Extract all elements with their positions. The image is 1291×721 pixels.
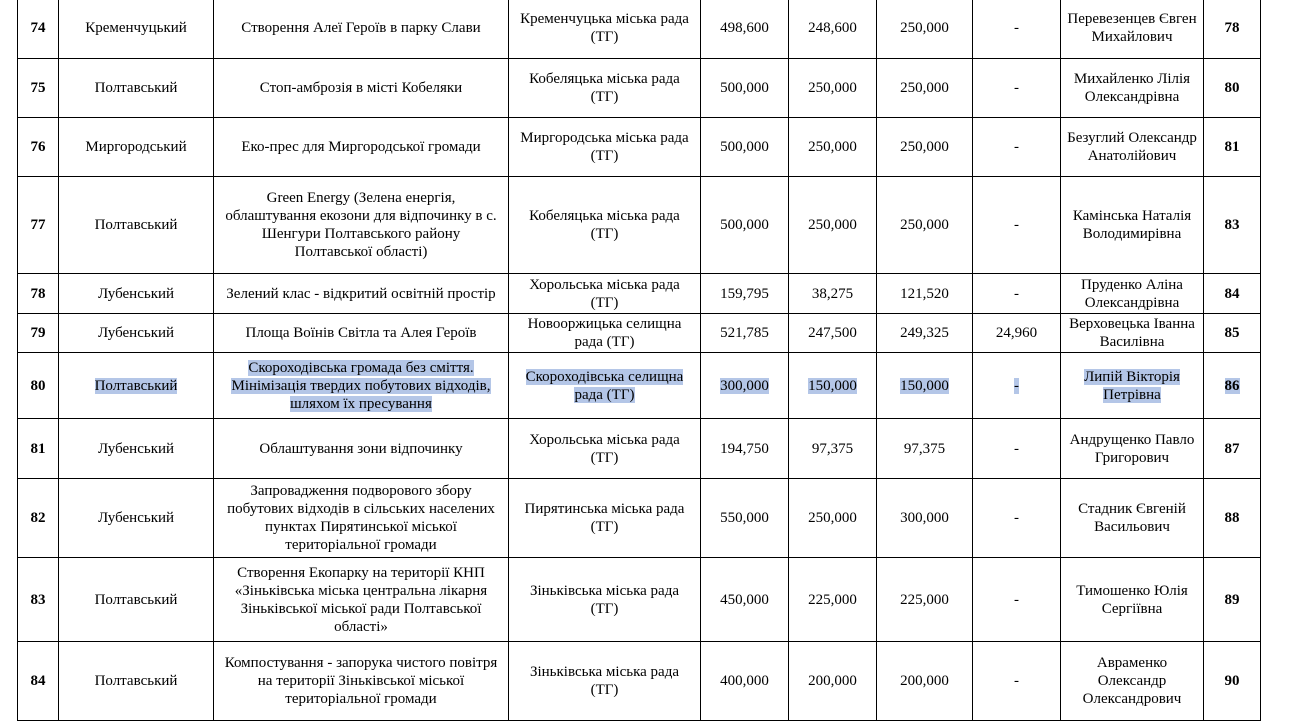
project-title-line: Створення Екопарку на території КНП	[237, 564, 485, 581]
district-text: Полтавський	[94, 673, 178, 689]
rank-number-text: 84	[1224, 285, 1240, 302]
rank-number	[1204, 59, 1261, 118]
rank-number	[1204, 479, 1261, 558]
row-number	[18, 419, 59, 479]
applicant	[509, 353, 701, 419]
total-amount-text: 400,000	[720, 673, 769, 689]
grant-amount-text: 250,000	[808, 139, 857, 155]
row-number-text: 80	[30, 377, 46, 394]
applicant-line: Хорольська міська рада	[529, 276, 680, 293]
project-title-line: Полтавської області)	[294, 244, 428, 260]
cofinancing-amount-text: 249,325	[900, 325, 949, 341]
cofinancing-amount	[877, 642, 973, 721]
row-number	[18, 274, 59, 314]
table-row	[18, 59, 1261, 118]
project-title-line: Еко-прес для Миргородської громади	[241, 139, 481, 155]
responsible-person	[1061, 177, 1204, 274]
project-title-line: Green Energy (Зелена енергія,	[266, 190, 456, 206]
district-text: Лубенський	[97, 285, 175, 302]
rank-number	[1204, 314, 1261, 353]
project-title-line: Зіньківської міської ради Полтавської	[240, 600, 482, 617]
total-amount	[701, 118, 789, 177]
other-amount	[973, 558, 1061, 642]
rank-number-text: 81	[1224, 139, 1240, 155]
grant-amount-text: 38,275	[811, 285, 854, 302]
district	[59, 419, 214, 479]
cofinancing-amount-text: 250,000	[900, 80, 949, 96]
project-title	[214, 274, 509, 314]
project-title	[214, 642, 509, 721]
responsible-person	[1061, 419, 1204, 479]
responsible-person-line: Олександр	[1097, 673, 1167, 689]
cofinancing-amount	[877, 419, 973, 479]
responsible-person	[1061, 0, 1204, 59]
district	[59, 353, 214, 419]
cofinancing-amount-text: 300,000	[900, 510, 949, 526]
rank-number-text: 89	[1224, 591, 1240, 608]
total-amount	[701, 0, 789, 59]
responsible-person-line: Васильович	[1094, 519, 1170, 535]
responsible-person-line: Липій Вікторія	[1084, 368, 1180, 385]
cofinancing-amount	[877, 558, 973, 642]
total-amount-text: 300,000	[720, 377, 769, 394]
project-title	[214, 419, 509, 479]
responsible-person-line: Андрущенко Павло	[1069, 431, 1195, 448]
grant-amount	[789, 642, 877, 721]
district-text: Полтавський	[94, 217, 178, 233]
table-row	[18, 177, 1261, 274]
responsible-person-line: Олександрівна	[1084, 89, 1180, 105]
applicant	[509, 0, 701, 59]
district	[59, 642, 214, 721]
responsible-person	[1061, 479, 1204, 558]
district	[59, 177, 214, 274]
rank-number-text: 86	[1224, 377, 1240, 394]
applicant-line: (ТГ)	[590, 449, 619, 466]
other-amount-text: 24,960	[995, 325, 1038, 341]
row-number-text: 77	[30, 217, 46, 233]
cofinancing-amount	[877, 353, 973, 419]
responsible-person-line: Сергіївна	[1101, 600, 1163, 617]
row-number-text: 79	[30, 325, 46, 341]
applicant-line: рада (ТГ)	[574, 386, 635, 403]
applicant-line: Миргородська міська рада	[520, 130, 689, 146]
rank-number	[1204, 642, 1261, 721]
rank-number-text: 90	[1224, 673, 1240, 689]
grant-amount	[789, 479, 877, 558]
rank-number	[1204, 274, 1261, 314]
total-amount-text: 500,000	[720, 139, 769, 155]
responsible-person-line: Анатолійович	[1087, 148, 1177, 164]
project-title-line: на території Зіньківської міської	[257, 673, 465, 689]
cofinancing-amount	[877, 274, 973, 314]
other-amount	[973, 419, 1061, 479]
project-title-line: Стоп-амброзія в місті Кобеляки	[259, 80, 463, 96]
responsible-person-line: Василівна	[1099, 334, 1165, 350]
row-number-text: 76	[30, 139, 46, 155]
project-title-line: «Зіньківська міська центральна лікарня	[234, 582, 488, 599]
other-amount	[973, 642, 1061, 721]
project-title-line: Скороходівська громада без сміття.	[248, 359, 474, 376]
applicant-line: Кобеляцька міська рада	[529, 208, 680, 224]
applicant-line: (ТГ)	[590, 148, 619, 164]
project-title	[214, 479, 509, 558]
grant-amount	[789, 419, 877, 479]
applicant-line: Кобеляцька міська рада	[529, 71, 680, 87]
row-number	[18, 558, 59, 642]
responsible-person-line: Пруденко Аліна	[1081, 276, 1183, 293]
other-amount-text: -	[1014, 19, 1019, 36]
district-text: Лубенський	[97, 325, 175, 341]
project-title	[214, 314, 509, 353]
cofinancing-amount	[877, 479, 973, 558]
responsible-person-line: Авраменко	[1096, 655, 1168, 671]
rank-number	[1204, 177, 1261, 274]
responsible-person-line: Михайленко Лілія	[1073, 71, 1191, 87]
grant-amount	[789, 177, 877, 274]
row-number	[18, 642, 59, 721]
district-text: Полтавський	[94, 591, 178, 608]
applicant	[509, 274, 701, 314]
row-number-text: 75	[30, 80, 46, 96]
district	[59, 558, 214, 642]
total-amount-text: 500,000	[720, 80, 769, 96]
applicant-line: (ТГ)	[590, 294, 619, 311]
table-row	[18, 642, 1261, 721]
cofinancing-amount-text: 97,375	[903, 440, 946, 457]
applicant-line: Новооржицька селищна	[527, 316, 682, 332]
total-amount	[701, 353, 789, 419]
other-amount-text: -	[1014, 510, 1019, 526]
project-title-line: Зелений клас - відкритий освітній простір	[226, 285, 496, 302]
other-amount-text: -	[1014, 139, 1019, 155]
total-amount-text: 194,750	[720, 440, 769, 457]
district	[59, 314, 214, 353]
row-number-text: 82	[30, 510, 46, 526]
rank-number	[1204, 0, 1261, 59]
responsible-person-line: Камінська Наталія	[1072, 208, 1192, 224]
row-number	[18, 177, 59, 274]
cofinancing-amount	[877, 118, 973, 177]
total-amount-text: 450,000	[720, 591, 769, 608]
grant-amount-text: 225,000	[808, 591, 857, 608]
project-title-line: облаштування екозони для відпочинку в с.	[225, 208, 497, 224]
grant-amount-text: 250,000	[808, 80, 857, 96]
responsible-person-line: Володимирівна	[1082, 226, 1182, 242]
total-amount-text: 498,600	[720, 19, 769, 36]
row-number-text: 81	[30, 440, 46, 457]
applicant	[509, 118, 701, 177]
responsible-person	[1061, 353, 1204, 419]
project-title-line: Шенгури Полтавського району	[261, 226, 461, 242]
project-title-line: Мінімізація твердих побутових відходів,	[231, 377, 491, 394]
applicant-line: Кременчуцька міська рада	[520, 10, 689, 27]
total-amount	[701, 177, 789, 274]
row-number-text: 84	[30, 673, 46, 689]
table-row	[18, 479, 1261, 558]
project-title-line: Створення Алеї Героїв в парку Слави	[241, 19, 481, 36]
row-number	[18, 118, 59, 177]
other-amount-text: -	[1014, 440, 1019, 457]
applicant-line: Зіньківська міська рада	[529, 582, 680, 599]
total-amount-text: 500,000	[720, 217, 769, 233]
district	[59, 479, 214, 558]
cofinancing-amount	[877, 314, 973, 353]
project-title	[214, 177, 509, 274]
district-text: Лубенський	[97, 440, 175, 457]
applicant	[509, 177, 701, 274]
row-number-text: 74	[30, 19, 46, 36]
grant-amount	[789, 274, 877, 314]
total-amount	[701, 314, 789, 353]
other-amount-text: -	[1014, 673, 1019, 689]
project-title-line: області»	[334, 618, 388, 635]
other-amount	[973, 479, 1061, 558]
applicant-line: (ТГ)	[590, 226, 619, 242]
other-amount-text: -	[1014, 591, 1019, 608]
grant-amount	[789, 118, 877, 177]
cofinancing-amount	[877, 177, 973, 274]
applicant-line: Зіньківська міська рада	[529, 664, 680, 680]
other-amount-text: -	[1014, 285, 1019, 302]
other-amount	[973, 274, 1061, 314]
rank-number-text: 80	[1224, 80, 1240, 96]
total-amount	[701, 642, 789, 721]
other-amount-text: -	[1014, 217, 1019, 233]
district-text: Полтавський	[94, 80, 178, 96]
row-number	[18, 0, 59, 59]
row-number	[18, 59, 59, 118]
responsible-person	[1061, 314, 1204, 353]
project-title-line: Площа Воїнів Світла та Алея Героїв	[245, 325, 477, 341]
responsible-person-line: Григорович	[1094, 449, 1170, 466]
other-amount	[973, 0, 1061, 59]
cofinancing-amount	[877, 59, 973, 118]
table-row	[18, 419, 1261, 479]
row-number-text: 83	[30, 591, 46, 608]
applicant	[509, 59, 701, 118]
applicant-line: (ТГ)	[590, 600, 619, 617]
grant-amount	[789, 353, 877, 419]
responsible-person-line: Олександрівна	[1084, 294, 1180, 311]
project-title-line: територіальної громади	[285, 537, 437, 553]
cofinancing-amount-text: 250,000	[900, 217, 949, 233]
district	[59, 59, 214, 118]
rank-number	[1204, 118, 1261, 177]
total-amount	[701, 479, 789, 558]
project-title-line: Облаштування зони відпочинку	[259, 440, 463, 457]
applicant	[509, 642, 701, 721]
grant-amount	[789, 558, 877, 642]
table-row	[18, 274, 1261, 314]
applicant	[509, 314, 701, 353]
total-amount-text: 550,000	[720, 510, 769, 526]
applicant-line: (ТГ)	[590, 519, 619, 535]
table-row	[18, 314, 1261, 353]
total-amount	[701, 419, 789, 479]
total-amount	[701, 59, 789, 118]
grant-amount-text: 250,000	[808, 217, 857, 233]
responsible-person-line: Тимошенко Юлія	[1076, 582, 1188, 599]
rank-number	[1204, 419, 1261, 479]
other-amount	[973, 118, 1061, 177]
rank-number	[1204, 558, 1261, 642]
table-body	[18, 0, 1261, 721]
rank-number	[1204, 353, 1261, 419]
project-title-line: Компостування - запорука чистого повітря	[224, 655, 498, 671]
grant-amount-text: 247,500	[808, 325, 857, 341]
responsible-person-line: Петрівна	[1103, 386, 1161, 403]
project-title-line: шляхом їх пресування	[290, 395, 432, 412]
other-amount	[973, 353, 1061, 419]
cofinancing-amount-text: 200,000	[900, 673, 949, 689]
cofinancing-amount	[877, 0, 973, 59]
grant-amount	[789, 59, 877, 118]
table-row	[18, 353, 1261, 419]
applicant-line: (ТГ)	[590, 89, 619, 105]
project-title	[214, 118, 509, 177]
table-row	[18, 118, 1261, 177]
other-amount	[973, 177, 1061, 274]
district-text: Миргородський	[85, 139, 187, 155]
row-number-text: 78	[30, 285, 46, 302]
grant-amount-text: 200,000	[808, 673, 857, 689]
project-title-line: Запровадження подворового збору	[250, 483, 472, 499]
responsible-person	[1061, 558, 1204, 642]
district	[59, 0, 214, 59]
cofinancing-amount-text: 250,000	[900, 19, 949, 36]
table-row	[18, 558, 1261, 642]
applicant-line: рада (ТГ)	[574, 334, 635, 350]
district-text: Кременчуцький	[85, 19, 187, 36]
responsible-person-line: Перевезенцев Євген	[1067, 10, 1197, 27]
project-title	[214, 353, 509, 419]
other-amount-text: -	[1014, 80, 1019, 96]
total-amount-text: 159,795	[720, 285, 769, 302]
cofinancing-amount-text: 121,520	[900, 285, 949, 302]
project-title-line: територіальної громади	[285, 691, 437, 707]
rank-number-text: 85	[1224, 325, 1240, 341]
row-number	[18, 353, 59, 419]
district-text: Полтавський	[94, 377, 178, 394]
project-title-line: побутових відходів в сільських населених	[227, 501, 495, 517]
applicant-line: Скороходівська селищна	[525, 368, 684, 385]
table-row	[18, 0, 1261, 59]
responsible-person	[1061, 642, 1204, 721]
total-amount	[701, 558, 789, 642]
responsible-person	[1061, 274, 1204, 314]
other-amount	[973, 314, 1061, 353]
responsible-person-line: Верховецька Іванна	[1069, 316, 1195, 332]
applicant-line: Пирятинська міська рада	[524, 501, 685, 517]
project-title-line: пунктах Пирятинської міської	[265, 519, 457, 535]
grant-amount-text: 248,600	[808, 19, 857, 36]
applicant	[509, 479, 701, 558]
cofinancing-amount-text: 225,000	[900, 591, 949, 608]
district	[59, 274, 214, 314]
responsible-person-line: Олександрович	[1082, 691, 1182, 707]
project-title	[214, 0, 509, 59]
grant-projects-table	[17, 0, 1261, 721]
responsible-person-line: Стадник Євгеній	[1078, 501, 1186, 517]
applicant-line: (ТГ)	[590, 682, 619, 698]
rank-number-text: 87	[1224, 440, 1240, 457]
district-text: Лубенський	[97, 510, 175, 526]
responsible-person-line: Безуглий Олександр	[1067, 130, 1197, 146]
responsible-person	[1061, 118, 1204, 177]
applicant-line: Хорольська міська рада	[529, 431, 680, 448]
row-number	[18, 479, 59, 558]
total-amount	[701, 274, 789, 314]
cofinancing-amount-text: 150,000	[900, 377, 949, 394]
grant-amount-text: 97,375	[811, 440, 854, 457]
other-amount-text: -	[1014, 377, 1019, 394]
grant-amount-text: 250,000	[808, 510, 857, 526]
responsible-person	[1061, 59, 1204, 118]
district	[59, 118, 214, 177]
applicant-line: (ТГ)	[590, 28, 619, 45]
other-amount	[973, 59, 1061, 118]
applicant	[509, 419, 701, 479]
total-amount-text: 521,785	[720, 325, 769, 341]
responsible-person-line: Михайлович	[1091, 28, 1173, 45]
applicant	[509, 558, 701, 642]
row-number	[18, 314, 59, 353]
grant-amount	[789, 314, 877, 353]
rank-number-text: 83	[1224, 217, 1240, 233]
rank-number-text: 88	[1224, 510, 1240, 526]
cofinancing-amount-text: 250,000	[900, 139, 949, 155]
grant-amount	[789, 0, 877, 59]
rank-number-text: 78	[1224, 19, 1240, 36]
project-title	[214, 59, 509, 118]
project-title	[214, 558, 509, 642]
grant-amount-text: 150,000	[808, 377, 857, 394]
